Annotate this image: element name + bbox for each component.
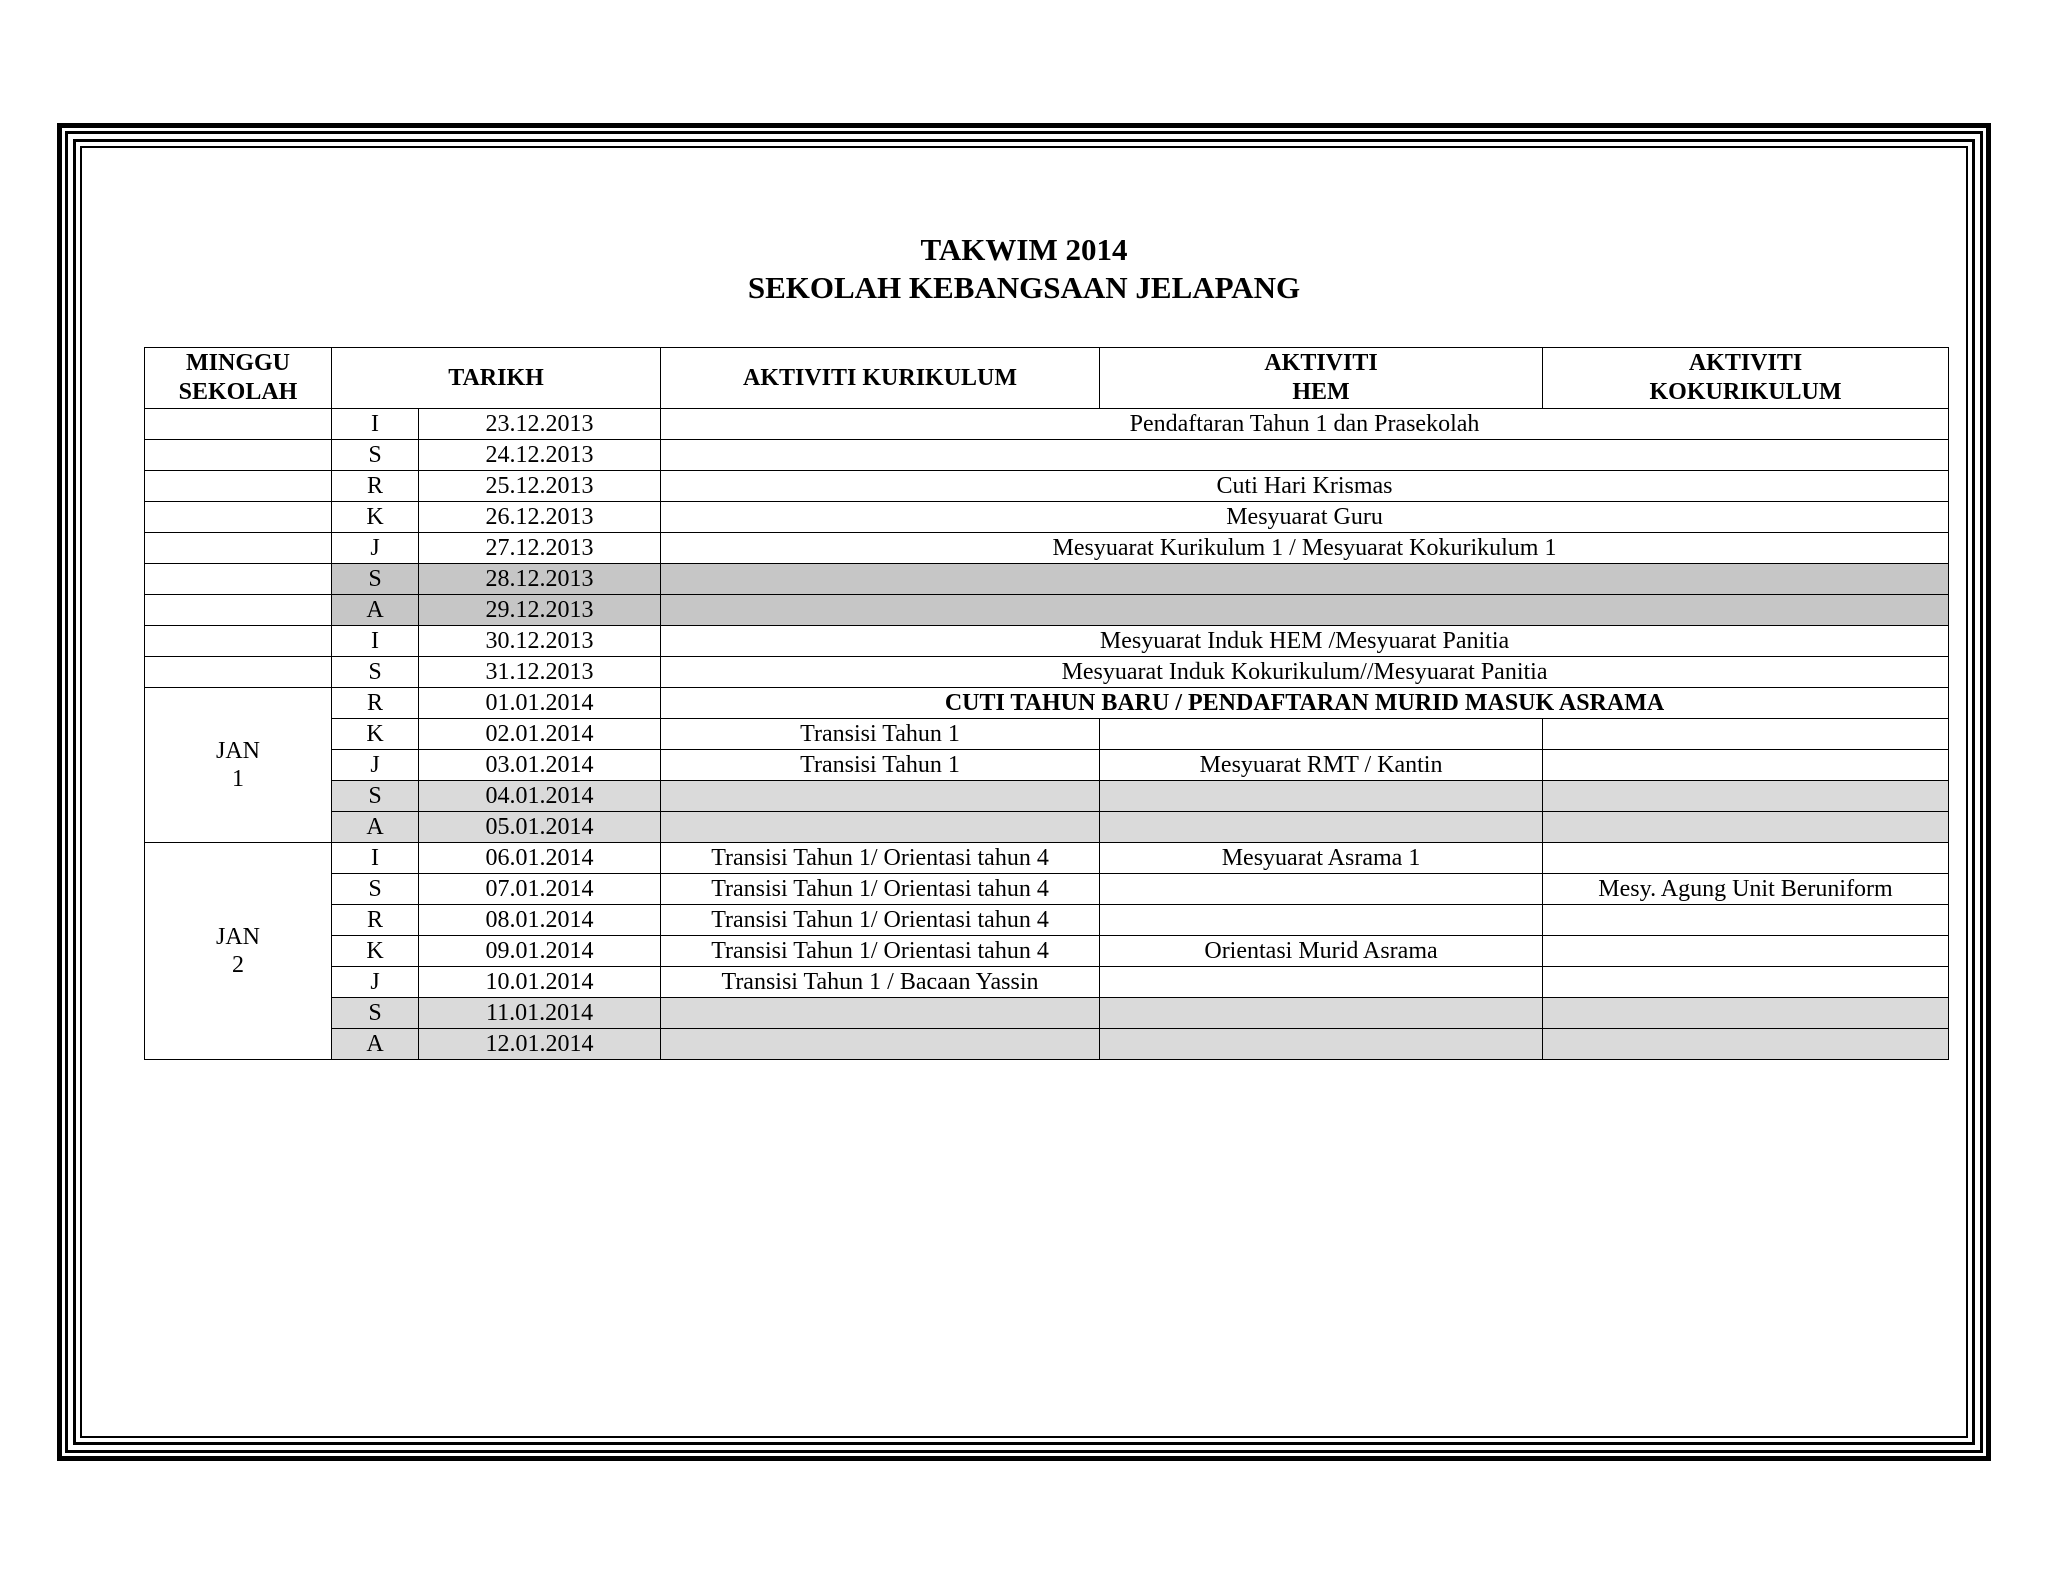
hem-cell [1100,719,1543,750]
kurikulum-cell [661,1029,1100,1060]
week-label-jan-2: JAN 2 [145,843,332,1060]
week-cell [145,409,332,440]
kokurikulum-cell: Mesy. Agung Unit Beruniform [1543,874,1949,905]
table-row-weekend [145,781,1949,812]
date-cell: 26.12.2013 [419,502,661,533]
document-subtitle: SEKOLAH KEBANGSAAN JELAPANG [747,270,1301,305]
week-label-jan-1: JAN 1 [145,688,332,843]
day-cell: J [332,533,419,564]
kokurikulum-cell [1543,750,1949,781]
header-tarikh: TARIKH [332,348,661,409]
kokurikulum-cell [1543,1029,1949,1060]
day-cell: I [332,626,419,657]
week-cell [145,533,332,564]
date-cell: 27.12.2013 [419,533,661,564]
kokurikulum-cell [1543,781,1949,812]
activity-merged-cell: Mesyuarat Induk Kokurikulum//Mesyuarat Panitia [661,657,1949,688]
table-row [145,409,1949,440]
date-cell: 29.12.2013 [419,595,661,626]
document-title: TAKWIM 2014 [920,232,1128,267]
table-row [145,967,1949,998]
table-row [145,471,1949,502]
day-cell: I [332,409,419,440]
hem-cell: Mesyuarat RMT / Kantin [1100,750,1543,781]
date-cell: 05.01.2014 [419,812,661,843]
kurikulum-cell: Transisi Tahun 1 [661,719,1100,750]
activity-merged-cell [661,564,1949,595]
kurikulum-cell: Transisi Tahun 1/ Orientasi tahun 4 [661,874,1100,905]
table-row [145,688,1949,719]
kokurikulum-cell [1543,905,1949,936]
activity-merged-cell: Mesyuarat Kurikulum 1 / Mesyuarat Kokurikulum 1 [661,533,1949,564]
kurikulum-cell [661,812,1100,843]
week-cell [145,657,332,688]
hem-cell [1100,998,1543,1029]
day-cell: S [332,657,419,688]
hem-cell: Orientasi Murid Asrama [1100,936,1543,967]
activity-merged-cell: Cuti Hari Krismas [661,471,1949,502]
hem-cell [1100,1029,1543,1060]
hem-cell [1100,781,1543,812]
day-cell: I [332,843,419,874]
table-row [145,719,1949,750]
calendar-table [144,347,1949,1060]
date-cell: 31.12.2013 [419,657,661,688]
table-row [145,874,1949,905]
table-row-weekend [145,595,1949,626]
table-row [145,657,1949,688]
header-aktiviti-hem: AKTIVITI HEM [1100,348,1543,409]
date-cell: 11.01.2014 [419,998,661,1029]
date-cell: 06.01.2014 [419,843,661,874]
table-row [145,626,1949,657]
week-cell [145,595,332,626]
kurikulum-cell [661,998,1100,1029]
date-cell: 28.12.2013 [419,564,661,595]
activity-merged-cell: Mesyuarat Guru [661,502,1949,533]
activity-merged-cell: Mesyuarat Induk HEM /Mesyuarat Panitia [661,626,1949,657]
activity-merged-cell: Pendaftaran Tahun 1 dan Prasekolah [661,409,1949,440]
table-row [145,843,1949,874]
kokurikulum-cell [1543,719,1949,750]
day-cell: R [332,688,419,719]
date-cell: 02.01.2014 [419,719,661,750]
table-row [145,905,1949,936]
kokurikulum-cell [1543,967,1949,998]
table-row [145,936,1949,967]
kokurikulum-cell [1543,998,1949,1029]
table-row [145,502,1949,533]
date-cell: 23.12.2013 [419,409,661,440]
table-row [145,750,1949,781]
kurikulum-cell: Transisi Tahun 1/ Orientasi tahun 4 [661,936,1100,967]
table-row-weekend [145,564,1949,595]
week-cell [145,471,332,502]
day-cell: S [332,440,419,471]
day-cell: J [332,967,419,998]
table-row [145,440,1949,471]
date-cell: 01.01.2014 [419,688,661,719]
date-cell: 09.01.2014 [419,936,661,967]
date-cell: 04.01.2014 [419,781,661,812]
header-minggu-sekolah: MINGGU SEKOLAH [145,348,332,409]
day-cell: A [332,812,419,843]
hem-cell [1100,874,1543,905]
day-cell: K [332,502,419,533]
date-cell: 07.01.2014 [419,874,661,905]
date-cell: 12.01.2014 [419,1029,661,1060]
day-cell: R [332,471,419,502]
header-aktiviti-kurikulum: AKTIVITI KURIKULUM [661,348,1100,409]
table-row [145,533,1949,564]
date-cell: 03.01.2014 [419,750,661,781]
kokurikulum-cell [1543,843,1949,874]
date-cell: 30.12.2013 [419,626,661,657]
table-row-weekend [145,998,1949,1029]
date-cell: 24.12.2013 [419,440,661,471]
week-cell [145,440,332,471]
hem-cell: Mesyuarat Asrama 1 [1100,843,1543,874]
day-cell: S [332,564,419,595]
day-cell: K [332,719,419,750]
kokurikulum-cell [1543,936,1949,967]
week-cell [145,626,332,657]
kurikulum-cell: Transisi Tahun 1/ Orientasi tahun 4 [661,843,1100,874]
kokurikulum-cell [1543,812,1949,843]
activity-merged-cell: CUTI TAHUN BARU / PENDAFTARAN MURID MASUK ASRAMA [661,688,1949,719]
kurikulum-cell: Transisi Tahun 1 / Bacaan Yassin [661,967,1100,998]
day-cell: K [332,936,419,967]
date-cell: 08.01.2014 [419,905,661,936]
activity-merged-cell [661,440,1949,471]
day-cell: J [332,750,419,781]
date-cell: 25.12.2013 [419,471,661,502]
kurikulum-cell [661,781,1100,812]
table-row-weekend [145,812,1949,843]
activity-merged-cell [661,595,1949,626]
hem-cell [1100,812,1543,843]
week-cell [145,502,332,533]
date-cell: 10.01.2014 [419,967,661,998]
kurikulum-cell: Transisi Tahun 1/ Orientasi tahun 4 [661,905,1100,936]
day-cell: A [332,595,419,626]
hem-cell [1100,905,1543,936]
week-cell [145,564,332,595]
day-cell: A [332,1029,419,1060]
hem-cell [1100,967,1543,998]
day-cell: S [332,781,419,812]
day-cell: S [332,998,419,1029]
kurikulum-cell: Transisi Tahun 1 [661,750,1100,781]
table-header-row [145,348,1949,409]
header-aktiviti-kokurikulum: AKTIVITI KOKURIKULUM [1543,348,1949,409]
day-cell: R [332,905,419,936]
table-row-weekend [145,1029,1949,1060]
day-cell: S [332,874,419,905]
